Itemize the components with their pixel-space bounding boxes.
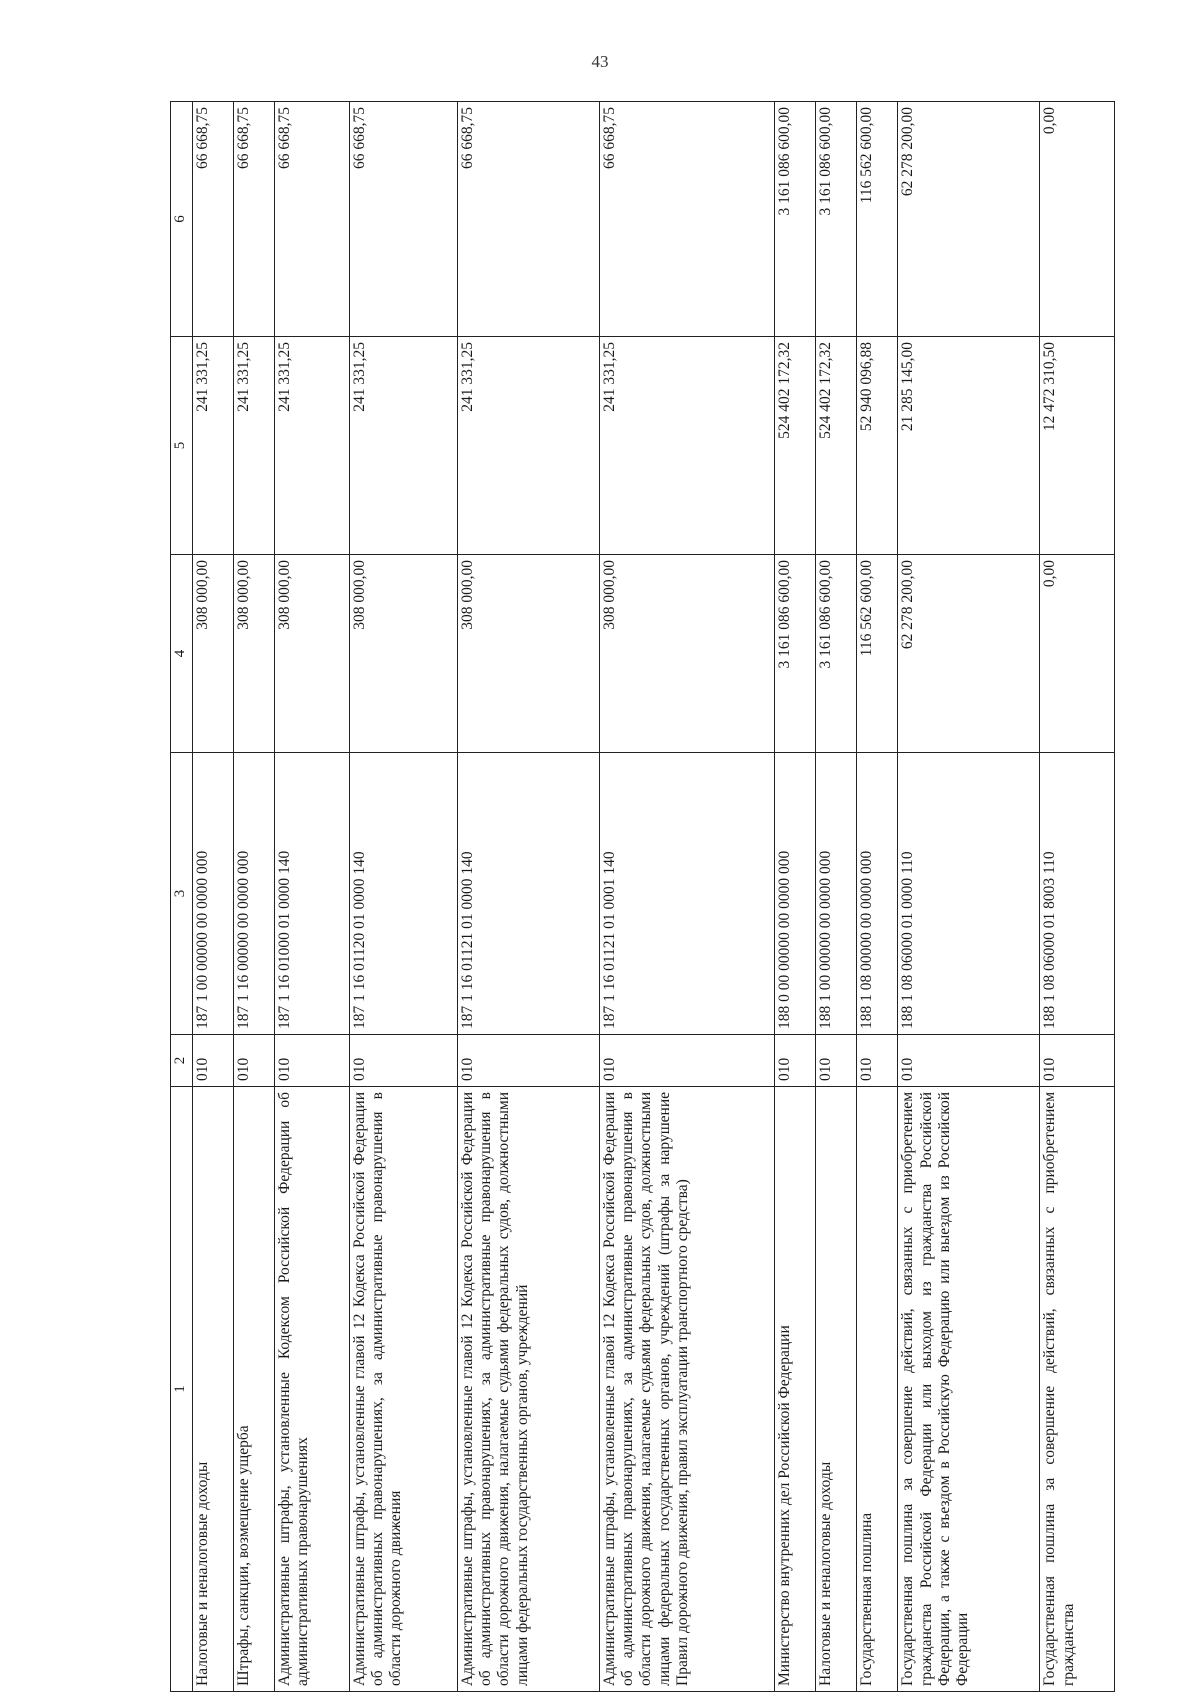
row-kbk: 188 0 00 00000 00 0000 000	[775, 753, 816, 1035]
row-code: 010	[193, 1035, 234, 1087]
row-code: 010	[898, 1035, 1040, 1087]
row-kbk: 187 1 00 00000 00 0000 000	[193, 753, 234, 1035]
row-description: Налоговые и неналоговые доходы	[816, 1087, 857, 1692]
row-executed: 241 331,25	[457, 337, 599, 555]
page-number: 43	[591, 52, 609, 71]
row-planned: 308 000,00	[275, 555, 350, 753]
row-code: 010	[349, 1035, 457, 1087]
column-header: 2	[171, 1035, 193, 1087]
table-row	[275, 102, 350, 1692]
row-kbk: 187 1 16 00000 00 0000 000	[234, 753, 275, 1035]
row-code: 010	[599, 1035, 775, 1087]
row-description: Административные штрафы, установленные главой 12 Кодекса Российской Федерации об административных правонарушениях, за административные правонарушения в области дорожного движения, налагаемые судьями федеральных судов, должностными лицами федеральных государственных органов, учреждений	[457, 1087, 599, 1692]
row-executed: 241 331,25	[349, 337, 457, 555]
row-description: Государственная пошлина за совершение действий, связанных с приобретением гражданства Российской Федерации или выходом из гражданства Российской Федерации, а также с въездом в Российскую Федерацию или выездом из Российской Федерации	[898, 1087, 1040, 1692]
row-remaining: 66 668,75	[275, 102, 350, 337]
column-header: 3	[171, 753, 193, 1035]
row-description: Государственная пошлина за совершение действий, связанных с приобретением гражданства	[1040, 1087, 1115, 1692]
row-planned: 308 000,00	[349, 555, 457, 753]
row-code: 010	[775, 1035, 816, 1087]
column-header: 6	[171, 102, 193, 337]
row-code: 010	[457, 1035, 599, 1087]
row-executed: 524 402 172,32	[775, 337, 816, 555]
row-remaining: 66 668,75	[234, 102, 275, 337]
row-planned: 308 000,00	[193, 555, 234, 753]
row-kbk: 187 1 16 01000 01 0000 140	[275, 753, 350, 1035]
row-remaining: 3 161 086 600,00	[775, 102, 816, 337]
table-row	[599, 102, 775, 1692]
column-header: 1	[171, 1087, 193, 1692]
row-executed: 12 472 310,50	[1040, 337, 1115, 555]
row-executed: 241 331,25	[234, 337, 275, 555]
table-row	[193, 102, 234, 1692]
row-planned: 3 161 086 600,00	[775, 555, 816, 753]
table-row	[1040, 102, 1115, 1692]
table-row	[775, 102, 816, 1692]
column-header: 4	[171, 555, 193, 753]
table-row	[857, 102, 898, 1692]
row-executed: 241 331,25	[193, 337, 234, 555]
row-planned: 3 161 086 600,00	[816, 555, 857, 753]
row-kbk: 187 1 16 01121 01 0001 140	[599, 753, 775, 1035]
row-planned: 62 278 200,00	[898, 555, 1040, 753]
row-kbk: 188 1 08 00000 00 0000 000	[857, 753, 898, 1035]
row-code: 010	[816, 1035, 857, 1087]
row-remaining: 66 668,75	[193, 102, 234, 337]
row-planned: 308 000,00	[234, 555, 275, 753]
row-planned: 308 000,00	[457, 555, 599, 753]
row-executed: 52 940 096,88	[857, 337, 898, 555]
row-kbk: 188 1 08 06000 01 0000 110	[898, 753, 1040, 1035]
row-planned: 308 000,00	[599, 555, 775, 753]
column-header: 5	[171, 337, 193, 555]
row-kbk: 187 1 16 01120 01 0000 140	[349, 753, 457, 1035]
row-description: Административные штрафы, установленные Кодексом Российской Федерации об административных правонарушениях	[275, 1087, 350, 1692]
row-planned: 116 562 600,00	[857, 555, 898, 753]
row-remaining: 62 278 200,00	[898, 102, 1040, 337]
row-description: Налоговые и неналоговые доходы	[193, 1087, 234, 1692]
row-code: 010	[275, 1035, 350, 1087]
row-executed: 21 285 145,00	[898, 337, 1040, 555]
row-description: Государственная пошлина	[857, 1087, 898, 1692]
table-row	[234, 102, 275, 1692]
budget-table	[170, 101, 1115, 1692]
rotated-table-container	[170, 102, 1115, 1692]
row-remaining: 66 668,75	[349, 102, 457, 337]
row-kbk: 188 1 00 00000 00 0000 000	[816, 753, 857, 1035]
row-executed: 241 331,25	[275, 337, 350, 555]
row-description: Административные штрафы, установленные главой 12 Кодекса Российской Федерации об административных правонарушениях, за административные правонарушения в области дорожного движения	[349, 1087, 457, 1692]
row-code: 010	[234, 1035, 275, 1087]
row-remaining: 3 161 086 600,00	[816, 102, 857, 337]
table-row	[349, 102, 457, 1692]
row-description: Штрафы, санкции, возмещение ущерба	[234, 1087, 275, 1692]
table-row	[457, 102, 599, 1692]
row-remaining: 66 668,75	[457, 102, 599, 337]
table-row	[816, 102, 857, 1692]
row-description: Министерство внутренних дел Российской Федерации	[775, 1087, 816, 1692]
row-code: 010	[1040, 1035, 1115, 1087]
row-remaining: 116 562 600,00	[857, 102, 898, 337]
row-remaining: 66 668,75	[599, 102, 775, 337]
table-header-row	[171, 102, 193, 1692]
row-planned: 0,00	[1040, 555, 1115, 753]
row-description: Административные штрафы, установленные главой 12 Кодекса Российской Федерации об административных правонарушениях, за административные правонарушения в области дорожного движения, налагаемые судьями федеральных судов, должностными лицами федеральных государственных органов, учреждений (штрафы за нарушение Правил дорожного движения, правил эксплуатации транспортного средства)	[599, 1087, 775, 1692]
row-executed: 241 331,25	[599, 337, 775, 555]
row-executed: 524 402 172,32	[816, 337, 857, 555]
row-kbk: 188 1 08 06000 01 8003 110	[1040, 753, 1115, 1035]
row-remaining: 0,00	[1040, 102, 1115, 337]
row-kbk: 187 1 16 01121 01 0000 140	[457, 753, 599, 1035]
table-row	[898, 102, 1040, 1692]
row-code: 010	[857, 1035, 898, 1087]
